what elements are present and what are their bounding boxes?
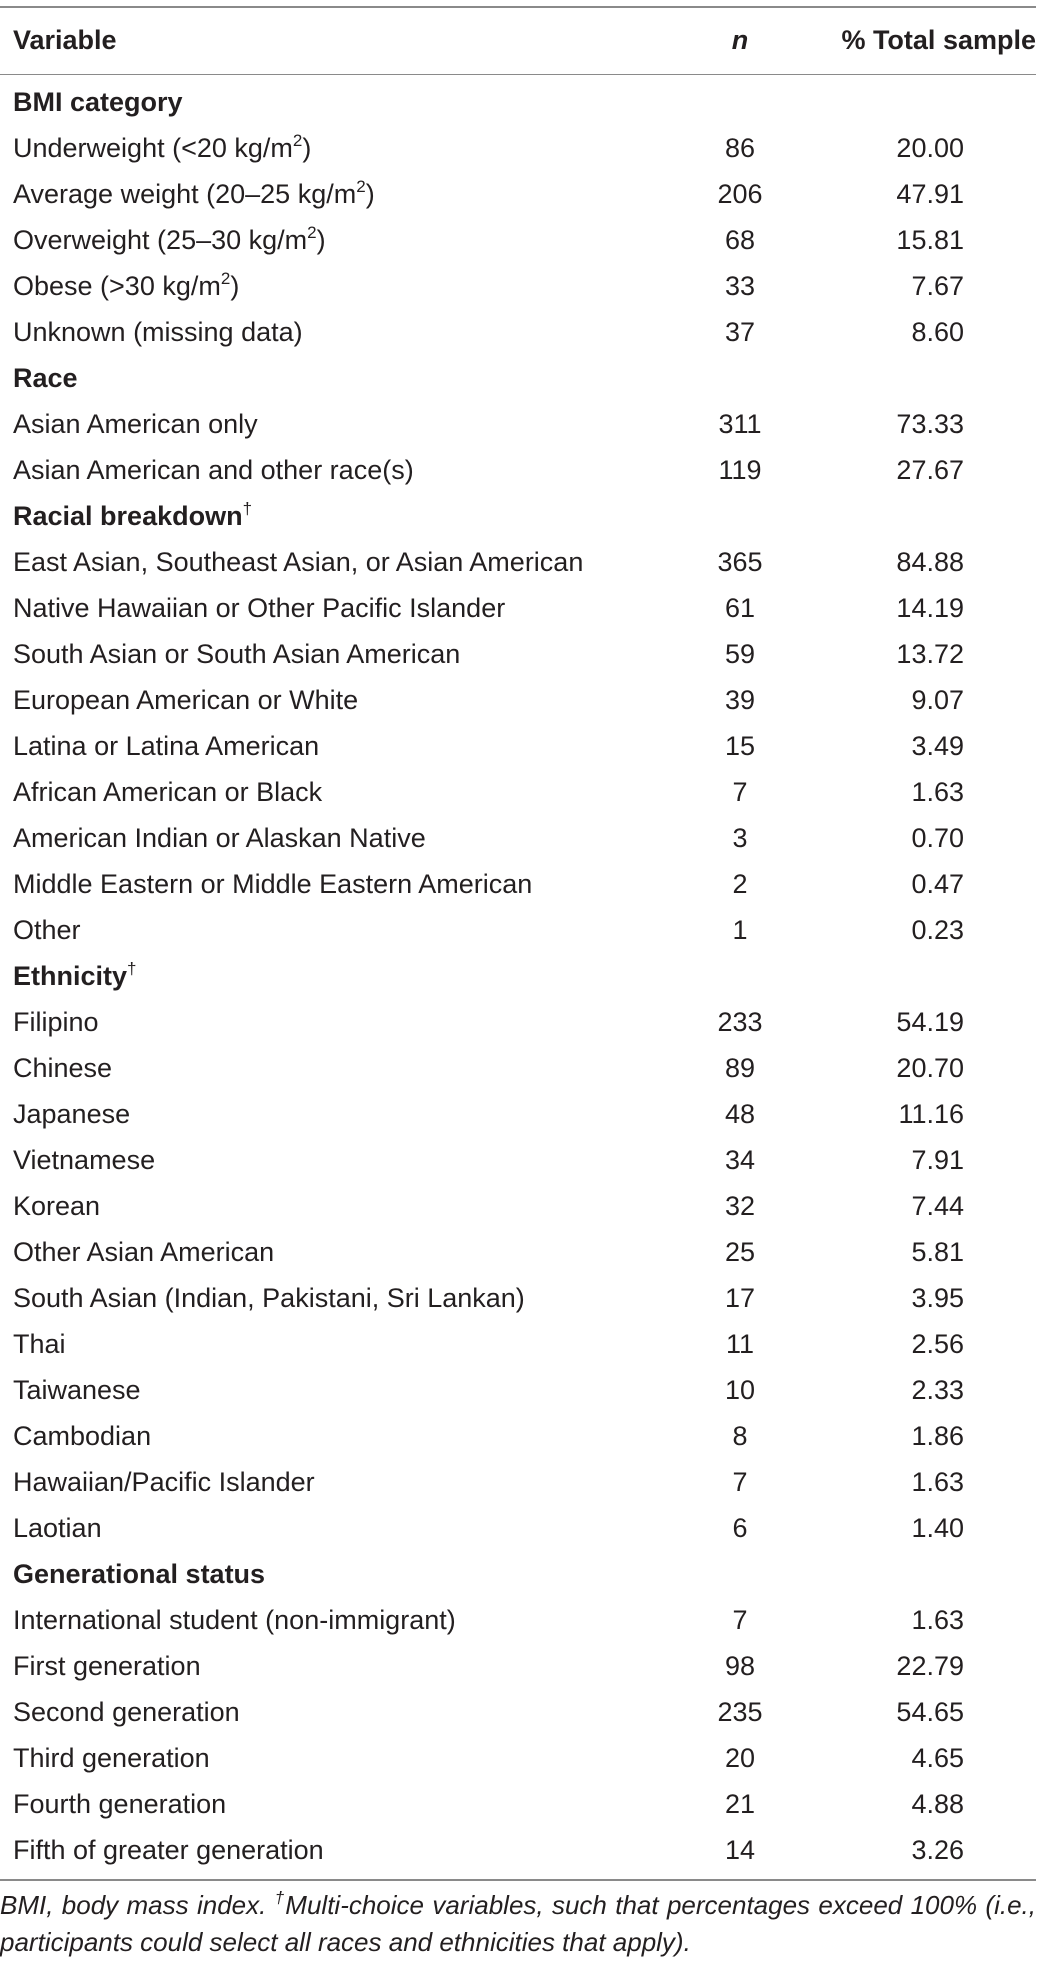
row-label-text: Korean <box>13 1190 101 1221</box>
row-label <box>0 731 660 762</box>
row-percent-value: 47.91 <box>896 178 964 209</box>
table-row <box>0 1643 1036 1689</box>
footnote-dagger: † <box>274 1887 286 1907</box>
row-percent-value: 3.49 <box>911 730 964 761</box>
table-row <box>0 1137 1036 1183</box>
table-row <box>0 999 1036 1045</box>
row-label-text: American Indian or Alaskan Native <box>13 822 426 853</box>
row-label-text: Other Asian American <box>13 1236 275 1267</box>
row-n-value: 39 <box>724 684 756 715</box>
row-label <box>0 455 660 486</box>
row-label <box>0 409 660 440</box>
table-row <box>0 125 1036 171</box>
section-header-row <box>0 1551 1036 1597</box>
table-row <box>0 1045 1036 1091</box>
row-percent-value: 4.65 <box>911 1742 964 1773</box>
row-n-value: 119 <box>718 454 762 485</box>
row-label-text: Native Hawaiian or Other Pacific Islander <box>13 592 506 623</box>
section-title-text: Ethnicity <box>13 960 128 991</box>
dagger-mark: † <box>127 958 137 978</box>
row-n-value: 235 <box>717 1696 763 1727</box>
unit-superscript: 2 <box>356 176 366 196</box>
row-label <box>0 593 660 624</box>
row-label <box>0 1605 660 1636</box>
row-percent-value: 7.44 <box>911 1190 964 1221</box>
row-n-value: 11 <box>725 1328 755 1359</box>
row-label-suffix: ) <box>302 132 312 163</box>
row-label <box>0 1099 660 1130</box>
row-percent-value: 0.23 <box>911 914 964 945</box>
row-label-suffix: ) <box>365 178 375 209</box>
section-title <box>0 958 660 992</box>
row-percent-value: 1.63 <box>911 776 964 807</box>
row-label-text: European American or White <box>13 684 359 715</box>
row-percent-value: 54.19 <box>896 1006 964 1037</box>
table-row <box>0 1367 1036 1413</box>
section-title-text: Racial breakdown <box>13 500 243 531</box>
row-percent-value: 14.19 <box>896 592 964 623</box>
table-row <box>0 263 1036 309</box>
row-n-value: 7 <box>732 776 748 807</box>
row-percent-value: 20.00 <box>896 132 964 163</box>
row-percent-value: 20.70 <box>896 1052 964 1083</box>
unit-superscript: 2 <box>307 222 317 242</box>
row-label <box>0 268 660 302</box>
row-percent-value: 11.16 <box>898 1098 964 1129</box>
row-label-text: Average weight (20–25 kg/m <box>13 178 357 209</box>
table-row <box>0 1229 1036 1275</box>
unit-superscript: 2 <box>220 268 231 288</box>
row-label-text: East Asian, Southeast Asian, or Asian American <box>13 546 584 577</box>
row-percent-value: 1.63 <box>911 1604 964 1635</box>
row-label-text: Underweight (<20 kg/m <box>13 132 293 163</box>
row-label <box>0 1513 660 1544</box>
row-label-text: Filipino <box>13 1006 99 1037</box>
table-row <box>0 171 1036 217</box>
row-percent-value: 7.91 <box>911 1144 964 1175</box>
table-body <box>0 75 1036 1879</box>
row-label-text: Other <box>13 914 81 945</box>
table-row <box>0 1597 1036 1643</box>
row-label-text: Latina or Latina American <box>13 730 320 761</box>
header-n: n <box>731 25 749 55</box>
table-row <box>0 1505 1036 1551</box>
row-percent-value: 84.88 <box>896 546 964 577</box>
row-percent-value: 7.67 <box>911 270 964 301</box>
table-footnote <box>0 1881 1036 1961</box>
header-variable: Variable <box>13 25 117 55</box>
row-n-value: 10 <box>724 1374 756 1405</box>
table-row <box>0 769 1036 815</box>
row-n-value: 3 <box>732 822 748 853</box>
row-label-text: Cambodian <box>13 1420 152 1451</box>
row-label <box>0 915 660 946</box>
table-row <box>0 309 1036 355</box>
table-row <box>0 1827 1036 1873</box>
row-percent-value: 3.95 <box>911 1282 964 1313</box>
row-label <box>0 823 660 854</box>
row-label-text: Chinese <box>13 1052 113 1083</box>
row-n-value: 6 <box>732 1512 748 1543</box>
row-percent-value: 2.33 <box>911 1374 964 1405</box>
row-n-value: 89 <box>724 1052 756 1083</box>
row-percent-value: 5.81 <box>911 1236 964 1267</box>
header-percent: % Total sample <box>841 25 1036 55</box>
row-percent-value: 15.81 <box>896 224 964 255</box>
table-row <box>0 907 1036 953</box>
table-row <box>0 861 1036 907</box>
row-percent-value: 0.47 <box>911 868 964 899</box>
section-title <box>0 363 660 394</box>
row-label <box>0 1421 660 1452</box>
row-n-value: 365 <box>717 546 763 577</box>
row-n-value: 25 <box>724 1236 756 1267</box>
row-percent-value: 1.86 <box>911 1420 964 1451</box>
row-label-suffix: ) <box>230 270 240 301</box>
row-n-value: 17 <box>724 1282 756 1313</box>
row-label <box>0 1697 660 1728</box>
table-row <box>0 631 1036 677</box>
row-label <box>0 777 660 808</box>
section-title <box>0 1559 660 1590</box>
table-row <box>0 217 1036 263</box>
row-label-text: Middle Eastern or Middle Eastern American <box>13 868 533 899</box>
row-label-text: Taiwanese <box>13 1374 141 1405</box>
section-title <box>0 87 660 118</box>
row-label <box>0 1329 660 1360</box>
row-n-value: 206 <box>717 178 763 209</box>
row-label <box>0 1789 660 1820</box>
section-title-text: Generational status <box>13 1558 266 1589</box>
row-n-value: 233 <box>717 1006 763 1037</box>
row-percent-value: 1.63 <box>911 1466 964 1497</box>
row-label <box>0 317 660 348</box>
section-title-text: Race <box>13 362 78 393</box>
row-label-text: Third generation <box>13 1742 210 1773</box>
row-n-value: 15 <box>724 730 756 761</box>
row-n-value: 311 <box>718 408 762 439</box>
row-label-text: Asian American and other race(s) <box>13 454 414 485</box>
table-row <box>0 1459 1036 1505</box>
table-row <box>0 585 1036 631</box>
row-n-value: 8 <box>732 1420 748 1451</box>
row-n-value: 34 <box>724 1144 756 1175</box>
row-label-text: Overweight (25–30 kg/m <box>13 224 308 255</box>
row-label <box>0 1283 660 1314</box>
row-percent-value: 3.26 <box>911 1834 964 1865</box>
row-label <box>0 1007 660 1038</box>
section-title <box>0 498 660 532</box>
row-n-value: 61 <box>724 592 756 623</box>
row-n-value: 98 <box>724 1650 756 1681</box>
row-label <box>0 1467 660 1498</box>
row-percent-value: 2.56 <box>911 1328 964 1359</box>
row-label-text: First generation <box>13 1650 201 1681</box>
table-row <box>0 1321 1036 1367</box>
dagger-mark: † <box>242 498 253 518</box>
row-n-value: 68 <box>724 224 756 255</box>
row-label-text: Unknown (missing data) <box>13 316 303 347</box>
row-label-text: Vietnamese <box>13 1144 156 1175</box>
section-header-row <box>0 953 1036 999</box>
row-percent-value: 73.33 <box>896 408 964 439</box>
row-label-text: International student (non-immigrant) <box>13 1604 456 1635</box>
row-n-value: 86 <box>724 132 756 163</box>
row-percent-value: 54.65 <box>896 1696 964 1727</box>
row-label <box>0 685 660 716</box>
row-label-text: South Asian or South Asian American <box>13 638 461 669</box>
row-label <box>0 176 660 210</box>
row-n-value: 59 <box>724 638 756 669</box>
row-n-value: 1 <box>732 914 748 945</box>
row-label-text: Thai <box>13 1328 66 1359</box>
row-label-text: South Asian (Indian, Pakistani, Sri Lankan) <box>13 1282 525 1313</box>
table-header-row <box>0 8 1036 74</box>
section-title-text: BMI category <box>13 86 183 117</box>
footnote-abbreviation: BMI, body mass index. <box>0 1889 275 1920</box>
row-label <box>0 1191 660 1222</box>
row-label-text: Obese (>30 kg/m <box>13 270 221 301</box>
table-row <box>0 1781 1036 1827</box>
row-label-text: Second generation <box>13 1696 240 1727</box>
table-row <box>0 447 1036 493</box>
row-n-value: 14 <box>724 1834 756 1865</box>
row-percent-value: 13.72 <box>896 638 964 669</box>
row-n-value: 7 <box>732 1604 748 1635</box>
row-n-value: 7 <box>732 1466 748 1497</box>
row-label <box>0 1743 660 1774</box>
table-row <box>0 401 1036 447</box>
table-row <box>0 723 1036 769</box>
row-label-text: Fourth generation <box>13 1788 227 1819</box>
row-label <box>0 869 660 900</box>
row-n-value: 48 <box>724 1098 756 1129</box>
row-percent-value: 9.07 <box>911 684 964 715</box>
row-percent-value: 0.70 <box>911 822 964 853</box>
row-label <box>0 547 660 578</box>
row-label <box>0 222 660 256</box>
footnote-text: Multi-choice variables, such that percentages exceed 100% (i.e., participants could select all races and ethnicities that apply). <box>0 1889 1036 1957</box>
row-label-text: Hawaiian/Pacific Islander <box>13 1466 315 1497</box>
row-label-text: Asian American only <box>13 408 258 439</box>
row-n-value: 20 <box>724 1742 756 1773</box>
section-header-row <box>0 493 1036 539</box>
row-percent-value: 8.60 <box>911 316 964 347</box>
table-row <box>0 539 1036 585</box>
row-n-value: 2 <box>732 868 748 899</box>
section-header-row <box>0 79 1036 125</box>
row-percent-value: 4.88 <box>911 1788 964 1819</box>
table-row <box>0 1183 1036 1229</box>
row-label-text: Japanese <box>13 1098 131 1129</box>
row-label-text: African American or Black <box>13 776 323 807</box>
row-n-value: 37 <box>724 316 756 347</box>
row-percent-value: 27.67 <box>896 454 964 485</box>
table-row <box>0 1275 1036 1321</box>
table-row <box>0 1735 1036 1781</box>
row-label <box>0 1145 660 1176</box>
row-label <box>0 1835 660 1866</box>
row-label <box>0 130 660 164</box>
row-label <box>0 1053 660 1084</box>
table-row <box>0 1689 1036 1735</box>
row-label <box>0 639 660 670</box>
row-percent-value: 1.40 <box>911 1512 964 1543</box>
section-header-row <box>0 355 1036 401</box>
row-label-suffix: ) <box>316 224 326 255</box>
table-row <box>0 1091 1036 1137</box>
table-row <box>0 1413 1036 1459</box>
row-label <box>0 1375 660 1406</box>
row-label <box>0 1651 660 1682</box>
row-label <box>0 1237 660 1268</box>
row-label-text: Laotian <box>13 1512 102 1543</box>
row-n-value: 33 <box>724 270 756 301</box>
table-row <box>0 677 1036 723</box>
unit-superscript: 2 <box>292 130 303 150</box>
row-n-value: 32 <box>724 1190 756 1221</box>
row-label-text: Fifth of greater generation <box>13 1834 324 1865</box>
table-row <box>0 815 1036 861</box>
row-percent-value: 22.79 <box>896 1650 964 1681</box>
row-n-value: 21 <box>724 1788 756 1819</box>
